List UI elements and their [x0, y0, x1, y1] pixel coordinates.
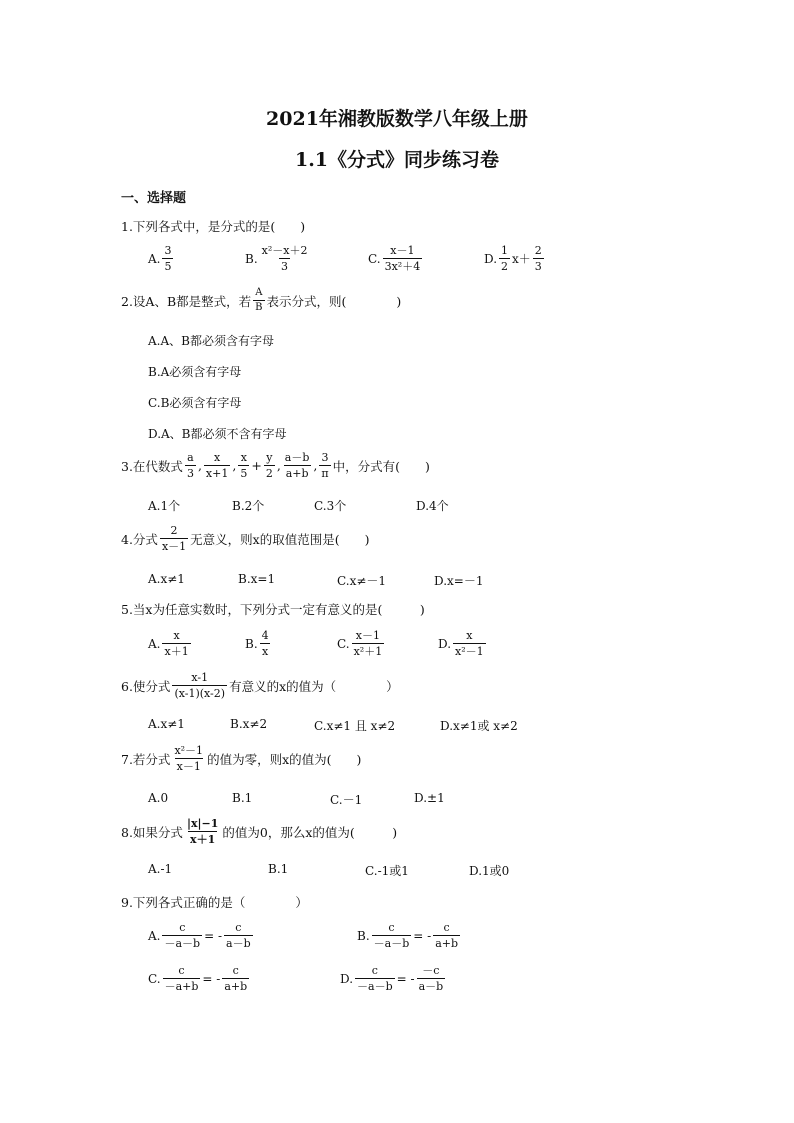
question-3-stem: 3.在代数式 $\frac{a}{3}$ , $\frac{x}{x+1}$ , $\frac{x}{5}$ + $\frac{y}{2}$ , $\frac{a-b}{a+b}$ , $\frac{3}{\pi}$ 中，分式有( ) [121, 451, 430, 480]
question-6-stem: 6.使分式 $\frac{x-1}{(x-1)(x-2)}$ 有意义的x的值为（ ） [121, 671, 399, 700]
q1-option-d: D. $\frac{1}{2}$ x＋ $\frac{2}{3}$ [484, 244, 542, 273]
q1-option-a: A. $\frac{3}{5}$ [148, 244, 172, 273]
q4-option-b: B.x=1 [238, 572, 276, 586]
q3-option-d: D.4个 [416, 499, 449, 513]
q4-option-c: C.x≠－1 [337, 574, 387, 588]
q7-option-b: B.1 [232, 791, 253, 805]
question-1-stem: 1.下列各式中，是分式的是( ) [121, 219, 306, 234]
document-subtitle: 1.1《分式》同步练习卷 [294, 149, 500, 171]
q4-option-a: A.x≠1 [148, 572, 185, 586]
q7-option-a: A.0 [148, 791, 169, 805]
q4-option-d: D.x=－1 [434, 574, 484, 588]
q2-option-a: A.A、B都必须含有字母 [148, 334, 274, 348]
q9-option-d: D. $\frac{c}{-a-b}$ = - $\frac{-c}{a-b}$ [340, 964, 444, 993]
q7-option-c: C.－1 [330, 793, 363, 807]
q9-option-b: B. $\frac{c}{-a-b}$ = - $\frac{c}{a+b}$ [357, 921, 459, 950]
q1-option-c: C. $\frac{x-1}{\text{3x²＋4}}$ [368, 244, 421, 273]
q8-option-b: B.1 [268, 862, 289, 876]
q1-option-b: B. $\frac{\text{x²－x＋2}}{3}$ [245, 244, 308, 273]
q8-option-d: D.1或0 [469, 864, 510, 878]
q2-option-c: C.B必须含有字母 [148, 396, 242, 410]
q9-option-a: A. $\frac{c}{-a-b}$ = - $\frac{c}{a-b}$ [148, 921, 251, 950]
q3-option-c: C.3个 [314, 499, 347, 513]
question-4-stem: 4.分式 $\frac{2}{x-1}$ 无意义，则x的取值范围是( ) [121, 524, 370, 553]
q2-option-b: B.A必须含有字母 [148, 365, 242, 379]
section-heading: 一、选择题 [121, 191, 187, 206]
q6-option-b: B.x≠2 [230, 717, 268, 731]
q5-option-d: D. $\frac{x}{\text{x²－1}}$ [438, 629, 484, 658]
question-9-stem: 9.下列各式正确的是（ ） [121, 895, 308, 910]
question-5-stem: 5.当x为任意实数时，下列分式一定有意义的是( ) [121, 602, 425, 617]
q6-option-c: C.x≠1 且 x≠2 [314, 719, 396, 733]
q5-option-c: C. $\frac{x-1}{\text{x²＋1}}$ [337, 629, 383, 658]
q5-option-a: A. $\frac{x}{x+1}$ [148, 629, 189, 658]
q8-option-a: A.-1 [148, 862, 173, 876]
q3-option-a: A.1个 [148, 499, 181, 513]
q8-option-c: C.-1或1 [365, 864, 409, 878]
q5-option-b: B. $\frac{4}{x}$ [245, 629, 269, 658]
question-8-stem: 8.如果分式 $\frac{|x|-1}{x+1}$ 的值为0，那么x的值为( ) [121, 817, 398, 846]
q2-option-d: D.A、B都必须不含有字母 [148, 427, 287, 441]
question-7-stem: 7.若分式 $\frac{\text{x²－1}}{x-1}$ 的值为零，则x的值为( ) [121, 744, 362, 773]
document-title: 2021年湘教版数学八年级上册 [266, 108, 528, 130]
q3-option-b: B.2个 [232, 499, 265, 513]
q7-option-d: D.±1 [414, 791, 445, 805]
question-2-stem: 2.设A、B都是整式，若 $\frac{A}{B}$ 表示分式，则( ) [121, 287, 402, 313]
q6-option-a: A.x≠1 [148, 717, 185, 731]
q6-option-d: D.x≠1或 x≠2 [440, 719, 518, 733]
q9-option-c: C. $\frac{c}{-a+b}$ = - $\frac{c}{a+b}$ [148, 964, 248, 993]
